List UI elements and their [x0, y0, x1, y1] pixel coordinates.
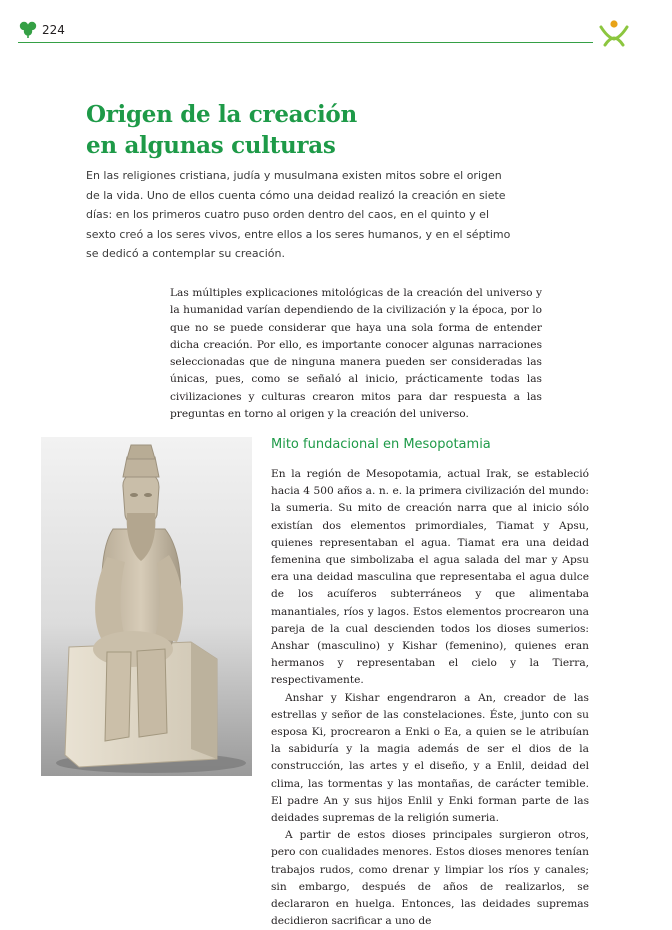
body-paragraph-2: Anshar y Kishar engendraron a An, creador de las estrellas y señor de las constelaciones. Éste, junto con su esposa Ki, procrearon a Enki o Ea, a quien se le atribuían la sabiduría y la magia además de ser el dios de la construcción, las artes y el diseño, y a Enlil, deidad del clima, las tormentas y las montañas, de carácter temible. El padre An y sus hijos Enlil y Enki forman parte de las deidades supremas de la religión sumeria. — [271, 691, 589, 825]
body-paragraph-1: En la región de Mesopotamia, actual Irak, se estableció hacia 4 500 años a. n. e. la primera civilización del mundo: la sumeria. Su mito de creación narra que al inicio sólo existían dos elementos primordiales, Tiamat y Apsu, quienes representaban el agua. Tiamat era una deidad femenina que simbolizaba el agua salada del mar y Apsu era una deidad masculina que representaba el agua dulce de los acuíferos subterráneos y que alimentaba manantiales, ríos y lagos. Estos elementos procrearon una pareja de la cual descienden todos los dioses sumerios: Anshar (masculino) y Kishar (femenino), quienes eran hermanos y representaban el cielo y la Tierra, respectivamente. — [271, 468, 589, 687]
section-title: Mito fundacional en Mesopotamia — [271, 437, 491, 452]
lead-paragraph: Las múltiples explicaciones mitológicas de la creación del universo y la humanidad varían dependiendo de la civilización y la época, por lo que no se puede considerar que haya una sola forma de entender dicha creación. Por ello, es importante conocer algunas narraciones seleccionadas que de ninguna manera pueden ser consideradas las únicas, pues, como se señaló al inicio, prácticamente todas las civilizaciones y culturas crearon mitos para dar respuesta a las preguntas en torno al origen y la creación del universo. — [170, 287, 542, 421]
page-title-line-2: en algunas culturas — [86, 132, 336, 160]
header-rule — [18, 42, 593, 43]
clover-logo-icon — [18, 20, 38, 38]
page-header — [0, 0, 672, 48]
page-title — [86, 99, 606, 161]
page-title-line-1: Origen de la creación — [86, 101, 357, 129]
sumerian-statue-photo — [41, 437, 252, 776]
body-text — [271, 466, 589, 930]
book-series-logo-icon — [598, 18, 630, 50]
page-number: 224 — [42, 23, 65, 37]
intro-paragraph: En las religiones cristiana, judía y musulmana existen mitos sobre el origen de la vida. Uno de ellos cuenta cómo una deidad realizó la creación en siete días: en los primeros cuatro puso orden dentro del caos, en el quinto y el sexto creó a los seres vivos, entre ellos a los seres humanos, y en el séptimo se dedicó a contemplar su creación. — [86, 169, 511, 260]
body-paragraph-3: A partir de estos dioses principales surgieron otros, pero con cualidades menores. Estos dioses menores tenían trabajos rudos, como drenar y limpiar los ríos y canales; sin embargo, después de años de realizarlos, se declararon en huelga. Entonces, las deidades supremas decidieron sacrificar a uno de — [271, 829, 589, 928]
